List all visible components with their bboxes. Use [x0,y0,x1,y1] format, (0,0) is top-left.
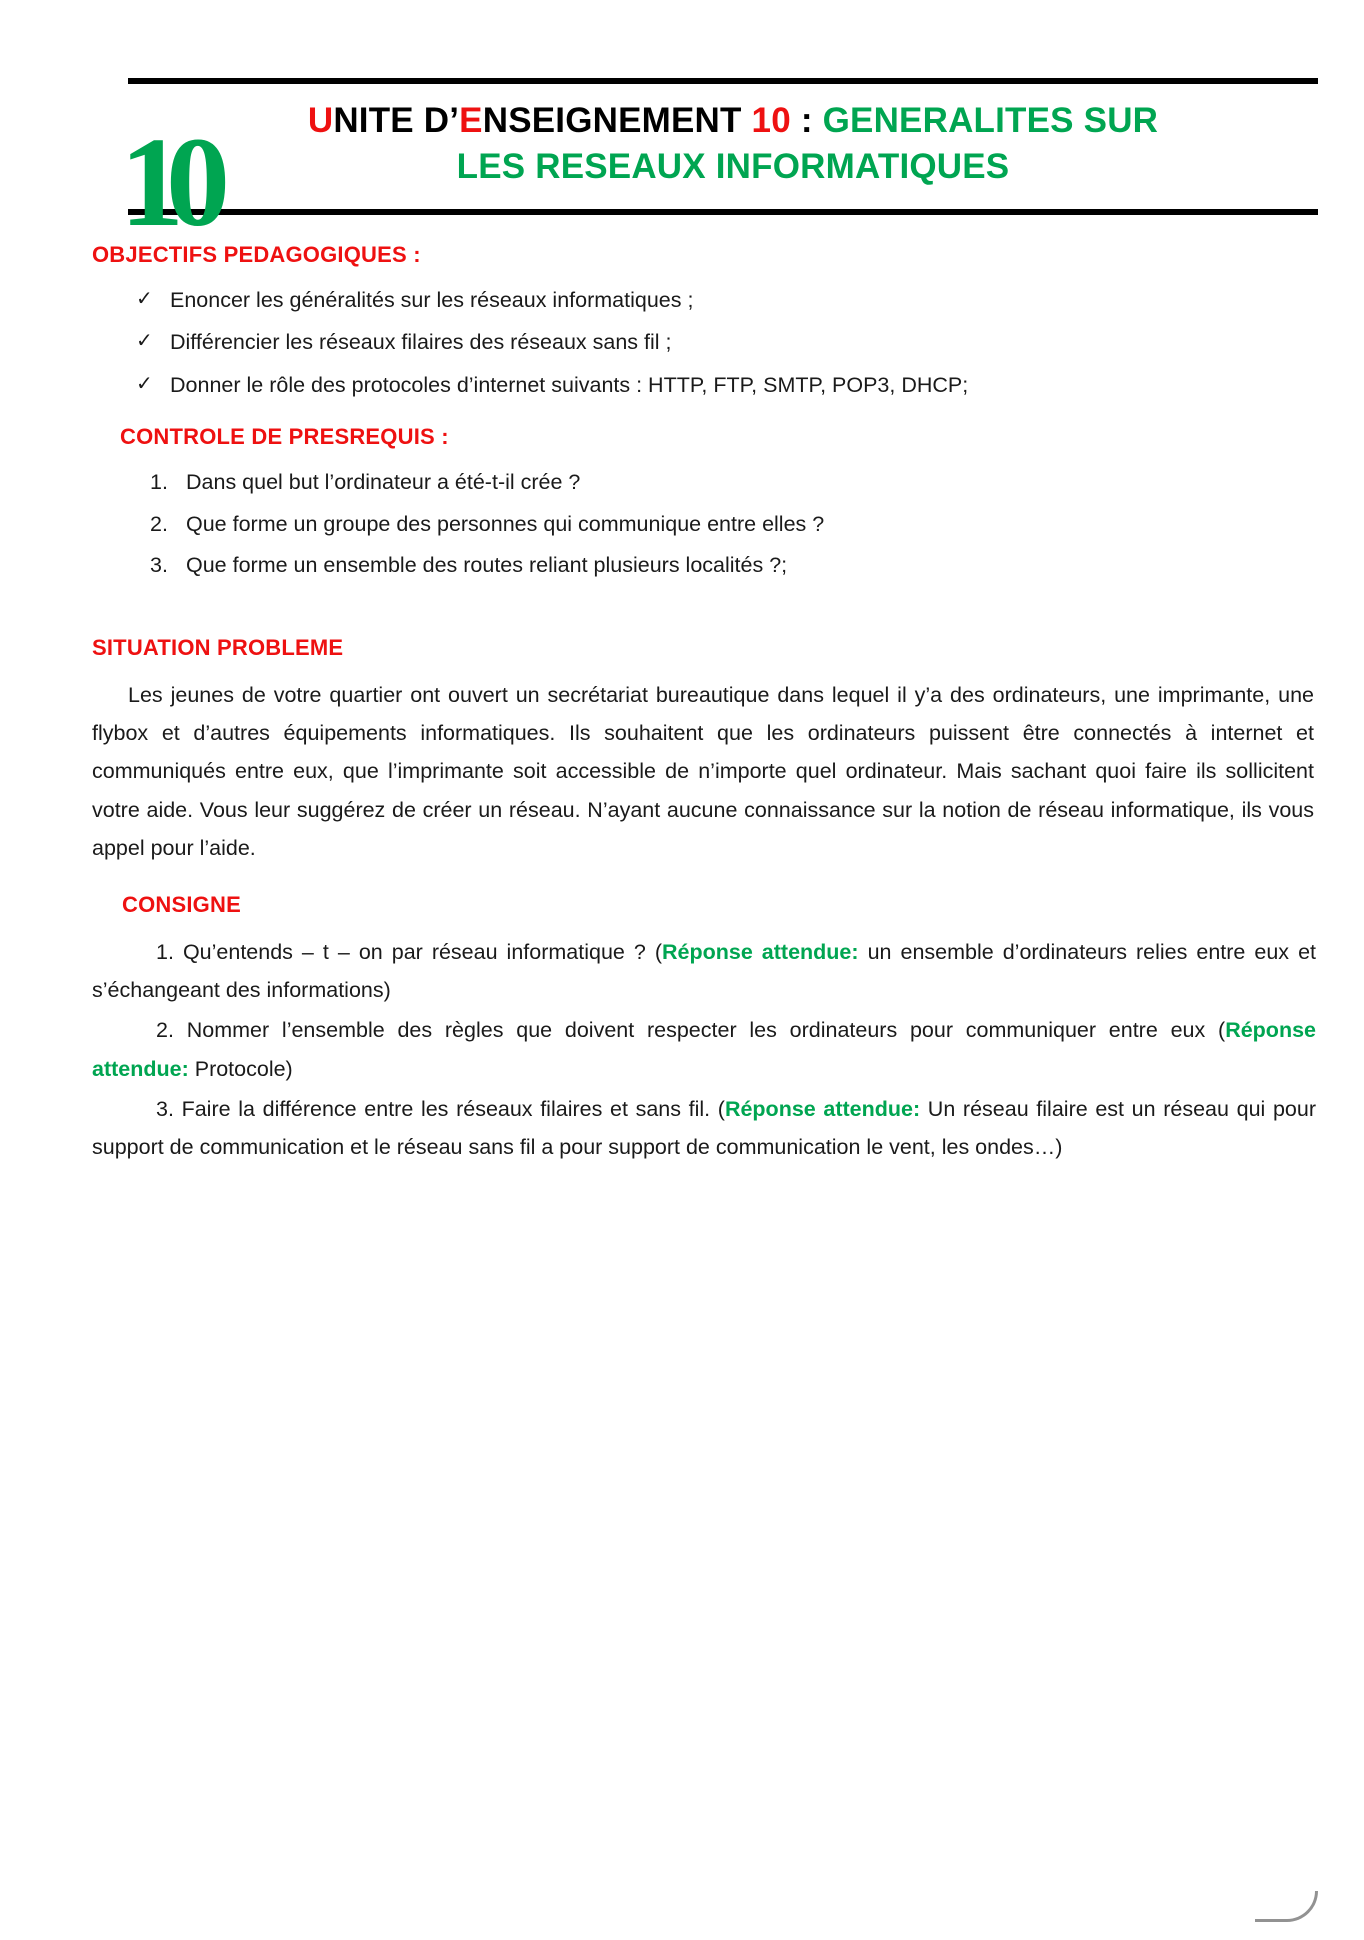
title-green-part-1: GENERALITES SUR [822,101,1159,140]
list-item: Que forme un ensemble des routes reliant plusieurs localités ?; [186,553,788,578]
check-icon: ✓ [136,287,153,310]
list-item [126,283,1324,318]
header-bottom-rule [128,209,1318,215]
answer-text: Un réseau filaire est un réseau qui pour support de communication et le réseau sans fil a pour support de communication le vent, les ondes…) [92,1096,1316,1160]
consigne-item [92,933,1316,1010]
document-body [92,237,1324,1166]
page-corner-mark [1255,1891,1318,1922]
title-segment-nseignement: NSEIGNEMENT [482,101,752,140]
unit-title [140,84,1336,195]
consigne-number: 1. [156,939,174,964]
title-letter-u: U [307,101,334,140]
prerequisites-heading: CONTROLE DE PRESREQUIS : [120,424,449,450]
document-page [0,78,1364,1940]
problem-paragraph: Les jeunes de votre quartier ont ouvert un secrétariat bureautique dans lequel il y’a des ordinateurs, une imprimante, une flybox et d’autres équipements informatiques. Ils souhaitent que les ordinateurs puissent être connectés à internet et communiqués entre eux, que l’imprimante soit accessible de n’importe quel ordinateur. Mais sachant quoi faire ils sollicitent votre aide. Vous leur suggérez de créer un réseau. N’ayant aucune connaissance sur la notion de réseau informatique, ils vous appel pour l’aide. [92,682,1314,860]
title-colon: : [790,101,823,140]
consigne-heading: CONSIGNE [122,892,241,918]
objective-text: Différencier les réseaux filaires des réseaux sans fil ; [170,330,672,355]
unit-title-line-1 [160,98,1306,144]
title-unit-number: 10 [751,101,791,140]
objectives-heading: OBJECTIFS PEDAGOGIQUES : [92,242,421,267]
check-icon: ✓ [136,373,153,396]
unit-badge-digit-one: 1 [120,111,184,253]
consigne-number: 3. [156,1096,174,1121]
answer-label: Réponse attendue: [662,939,859,964]
consigne-number: 2. [156,1018,174,1043]
consigne-question: Qu’entends – t – on par réseau informatique ? ( [182,939,662,964]
check-icon: ✓ [136,330,153,353]
consigne-item [92,1090,1316,1167]
consigne-item [92,1011,1316,1088]
list-item [126,368,1324,403]
answer-text: un ensemble d’ordinateurs relies entre eux et s’échangeant des informations) [92,939,1316,1003]
consigne-list [92,933,1316,1167]
answer-text: Protocole) [188,1056,293,1081]
title-segment-nite-d: NITE D’ [333,101,460,140]
list-item [126,325,1324,360]
answer-label: Réponse attendue: [724,1096,921,1121]
unit-badge-digit-zero: 0 [166,111,230,253]
objectives-list [92,283,1324,403]
objective-text: Donner le rôle des protocoles d’internet suivants : HTTP, FTP, SMTP, POP3, DHCP; [170,373,969,398]
consigne-question: Faire la différence entre les réseaux filaires et sans fil. ( [181,1096,725,1121]
document-header [120,78,1336,253]
consigne-question: Nommer l’ensemble des règles que doivent respecter les ordinateurs pour communiquer entre eux ( [186,1018,1226,1043]
title-letter-e: E [459,101,483,140]
list-item: Que forme un groupe des personnes qui communique entre elles ? [186,511,825,536]
list-item: Dans quel but l’ordinateur a été-t-il crée ? [186,469,581,494]
answer-label: Réponse attendue: [92,1018,1316,1081]
prerequisites-list [92,465,1324,583]
objective-text: Enoncer les généralités sur les réseaux informatiques ; [170,287,694,312]
problem-heading: SITUATION PROBLEME [92,635,344,661]
title-green-part-2: LES RESEAUX INFORMATIQUES [456,146,1010,186]
